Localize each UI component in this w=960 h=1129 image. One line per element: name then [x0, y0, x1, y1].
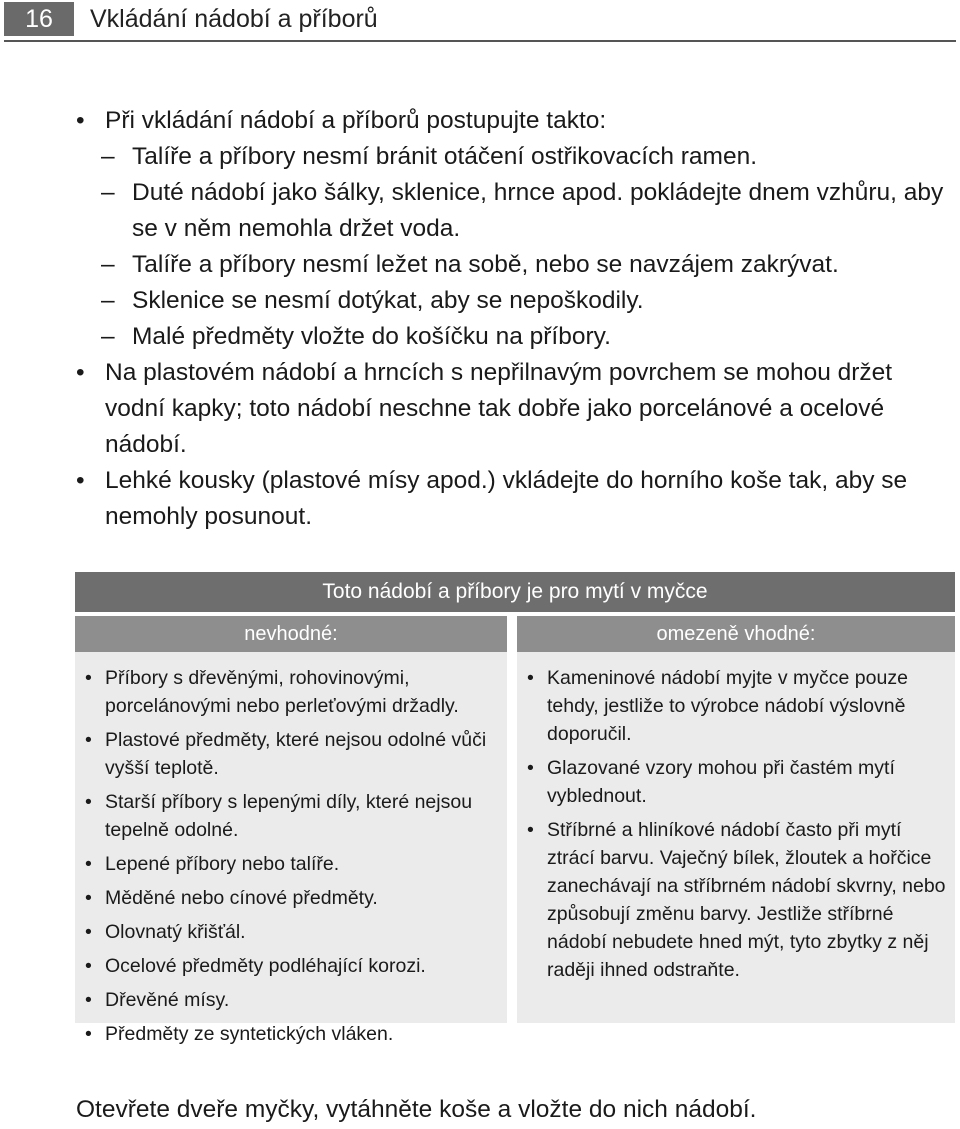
table-title: Toto nádobí a příbory je pro mytí v myčce	[75, 572, 955, 612]
page-number: 16	[4, 2, 74, 36]
instructions-list	[70, 103, 955, 535]
suitability-table	[75, 572, 955, 1045]
instruction-subitem: – Sklenice se nesmí dotýkat, aby se nepoškodily.	[70, 283, 955, 319]
unsuitable-heading: nevhodné:	[75, 616, 507, 652]
list-item: • Měděné nebo cínové předměty.	[83, 884, 499, 912]
limited-heading: omezeně vhodné:	[517, 616, 955, 652]
list-item: • Kameninové nádobí myjte v myčce pouze tehdy, jestliže to výrobce nádobí výslovně doporučil.	[525, 664, 947, 748]
list-item: • Ocelové předměty podléhající korozi.	[83, 952, 499, 980]
list-item: • Plastové předměty, které nejsou odolné vůči vyšší teplotě.	[83, 726, 499, 782]
instruction-bullet: • Lehké kousky (plastové mísy apod.) vkládejte do horního koše tak, aby se nemohly posunout.	[70, 463, 955, 535]
instruction-bullet: • Na plastovém nádobí a hrncích s nepřilnavým povrchem se mohou držet vodní kapky; toto nádobí neschne tak dobře jako porcelánové a ocelové nádobí.	[70, 355, 955, 463]
instruction-subitem: – Duté nádobí jako šálky, sklenice, hrnce apod. pokládejte dnem vzhůru, aby se v něm nemohla držet voda.	[70, 175, 955, 247]
list-item: • Starší příbory s lepenými díly, které nejsou tepelně odolné.	[83, 788, 499, 844]
unsuitable-column	[75, 616, 507, 1045]
instruction-subitem: – Talíře a příbory nesmí bránit otáčení ostřikovacích ramen.	[70, 139, 955, 175]
list-item: • Olovnatý křišťál.	[83, 918, 499, 946]
list-item: • Lepené příbory nebo talíře.	[83, 850, 499, 878]
instruction-subitem: – Talíře a příbory nesmí ležet na sobě, nebo se navzájem zakrývat.	[70, 247, 955, 283]
closing-instruction: Otevřete dveře myčky, vytáhněte koše a vložte do nich nádobí.	[76, 1096, 757, 1123]
page-header	[0, 0, 960, 42]
list-item: • Glazované vzory mohou při častém mytí vyblednout.	[525, 754, 947, 810]
list-item: • Příbory s dřevěnými, rohovinovými, porcelánovými nebo perleťovými držadly.	[83, 664, 499, 720]
list-item: • Předměty ze syntetických vláken.	[83, 1020, 499, 1048]
limited-column	[517, 616, 955, 1023]
list-item: • Dřevěné mísy.	[83, 986, 499, 1014]
section-title: Vkládání nádobí a příborů	[90, 5, 378, 33]
instruction-bullet: • Při vkládání nádobí a příborů postupujte takto:	[70, 103, 955, 139]
header-divider	[4, 40, 956, 42]
list-item: • Stříbrné a hliníkové nádobí často při mytí ztrácí barvu. Vaječný bílek, žloutek a hořčice zanechávají na stříbrném nádobí skvrny, nebo způsobují změnu barvy. Jestliže stříbrné nádobí nebudete hned mýt, tyto zbytky z něj raději ihned odstraňte.	[525, 816, 947, 984]
instruction-subitem: – Malé předměty vložte do košíčku na příbory.	[70, 319, 955, 355]
